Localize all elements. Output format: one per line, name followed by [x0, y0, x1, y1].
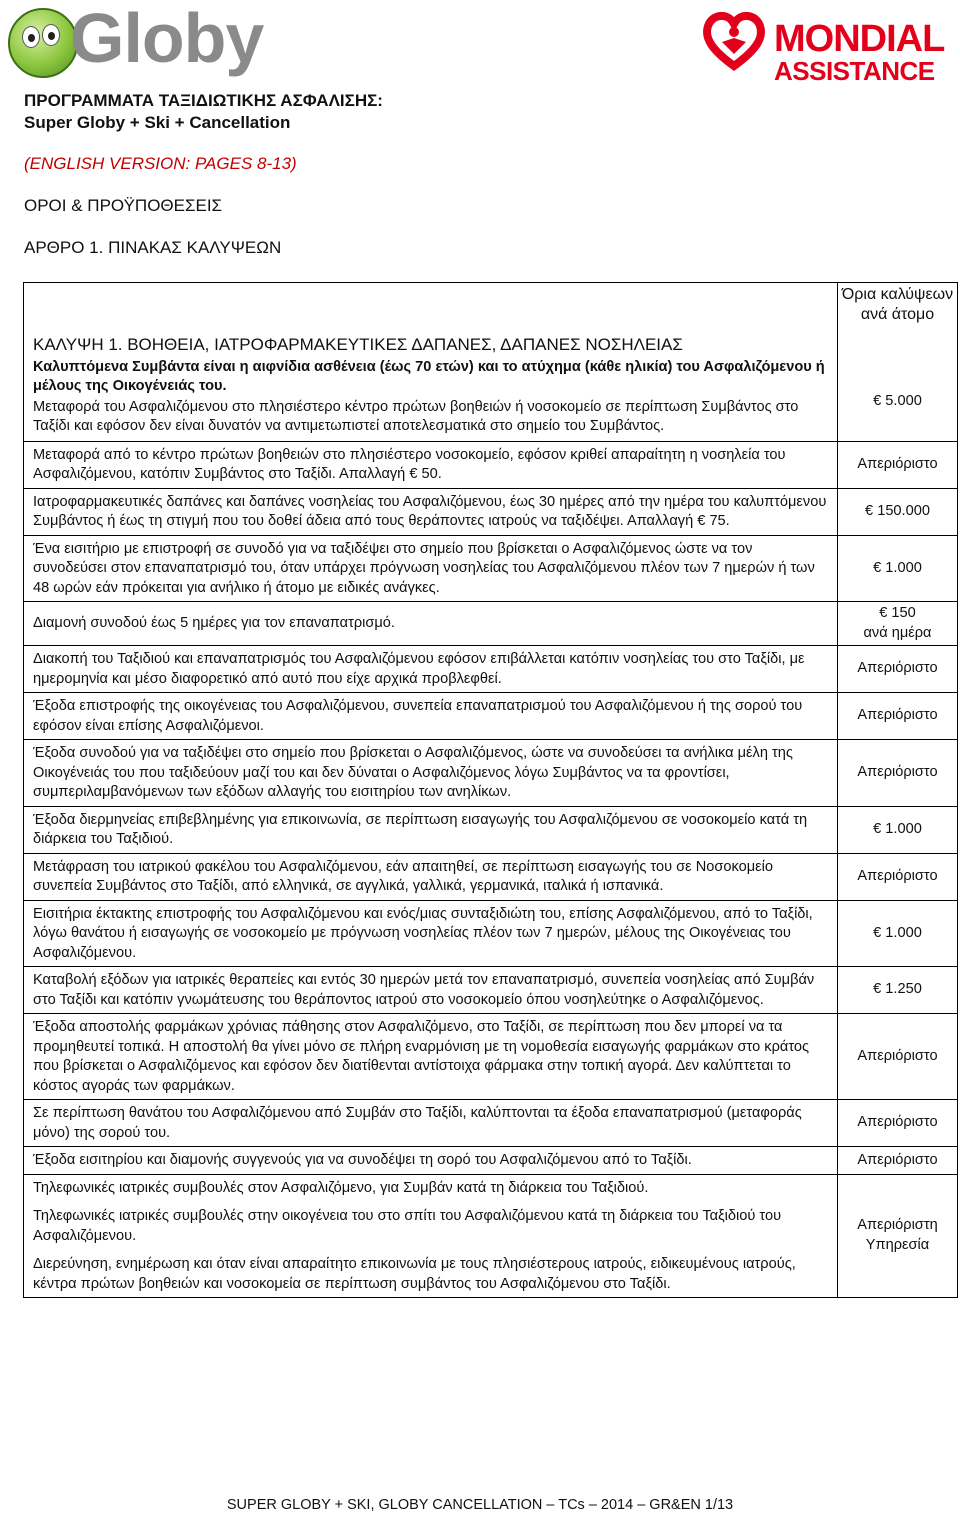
- row-group-cell: [24, 1174, 838, 1298]
- table-row: [24, 853, 958, 900]
- row-text: Διαμονή συνοδού έως 5 ημέρες για τον επαναπατρισμό.: [24, 602, 838, 646]
- table-row: [24, 740, 958, 807]
- table-row: [24, 1100, 958, 1147]
- table-row: [24, 1014, 958, 1100]
- limit-cell: [838, 602, 958, 646]
- limit-header: Όρια καλύψεων ανά άτομο: [841, 286, 954, 323]
- page-footer: SUPER GLOBY + SKI, GLOBY CANCELLATION – TCs – 2014 – GR&EN 1/13: [226, 1497, 734, 1513]
- row-text: Μετάφραση του ιατρικού φακέλου του Ασφαλιζόμενου, εάν απαιτηθεί, σε περίπτωση εισαγωγής του σε Νοσοκομείο συνεπεία Συμβάντος στο Ταξίδι, από ελληνικά, σε αγγλικά, γαλλικά, γερμανικά, ιταλικά ή ισπανικά.: [24, 853, 838, 900]
- table-row: [24, 535, 958, 602]
- limit-value: Απεριόριστο: [838, 853, 958, 900]
- globy-logo-text: Globy: [70, 0, 264, 77]
- table-row: [24, 602, 958, 646]
- table-row: [24, 441, 958, 488]
- table-row: [24, 967, 958, 1014]
- limit-value: Απεριόριστο: [838, 646, 958, 693]
- table-row: [24, 1174, 958, 1298]
- table-row: [24, 283, 958, 442]
- globy-mascot-icon: [8, 8, 78, 78]
- row-text: Έξοδα επιστροφής της οικογένειας του Ασφαλιζόμενου, συνεπεία επαναπατρισμού του Ασφαλιζόμενου ή της σορού του εφόσον είναι επίσης Ασφαλιζόμενοι.: [24, 693, 838, 740]
- mondial-logo-text: MONDIAL: [774, 18, 945, 60]
- table-row: [24, 646, 958, 693]
- row-text: Καταβολή εξόδων για ιατρικές θεραπείες και εντός 30 ημερών μετά τον επαναπατρισμό, συνεπεία νοσηλείας από Συμβάν στο Ταξίδι και κατόπιν γνωμάτευσης του θεράποντος ιατρού στο νοσοκομείο όπου νοσηλεύτηκε ο Ασφαλιζόμενος.: [24, 967, 838, 1014]
- limit-value: € 150.000: [838, 488, 958, 535]
- row-text: Τηλεφωνικές ιατρικές συμβουλές στον Ασφαλιζόμενο, για Συμβάν κατά τη διάρκεια του Ταξιδιού.: [33, 1179, 649, 1196]
- doc-title-line2: Super Globy + Ski + Cancellation: [24, 113, 291, 132]
- coverage-table: [23, 282, 958, 1298]
- limit-value: Απεριόριστο: [838, 441, 958, 488]
- limit-unit: ανά ημέρα: [863, 624, 932, 641]
- limit-value: € 1.000: [838, 535, 958, 602]
- table-row: [24, 693, 958, 740]
- limit-value: Απεριόριστο: [838, 693, 958, 740]
- limit-cell: [838, 283, 958, 442]
- coverage-title: ΚΑΛΥΨΗ 1. ΒΟΗΘΕΙΑ, ΙΑΤΡΟΦΑΡΜΑΚΕΥΤΙΚΕΣ ΔΑΠΑΝΕΣ, ΔΑΠΑΝΕΣ ΝΟΣΗΛΕΙΑΣ: [33, 335, 683, 354]
- row-text: Διακοπή του Ταξιδιού και επαναπατρισμός του Ασφαλιζόμενου εφόσον επιβάλλεται κατόπιν νοσηλείας του στο Ταξίδι, με ημερομηνία και μέσο διαφορετικό από αυτό που είχε αρχικά προβλεφθεί.: [24, 646, 838, 693]
- row-text: Έξοδα εισιτηρίου και διαμονής συγγενούς για να συνοδέψει τη σορό του Ασφαλιζόμενου από το Ταξίδι.: [24, 1147, 838, 1175]
- limit-value: Απεριόριστο: [838, 740, 958, 807]
- limit-value: € 5.000: [873, 393, 922, 409]
- globy-logo: [8, 0, 268, 82]
- limit-value: € 1.000: [838, 806, 958, 853]
- limit-value: Απεριόριστο: [838, 1014, 958, 1100]
- row-text: Σε περίπτωση θανάτου του Ασφαλιζόμενου από Συμβάν στο Ταξίδι, καλύπτονται τα έξοδα επαναπατρισμού (μεταφοράς μόνο) της σορού του.: [24, 1100, 838, 1147]
- row-text: Μεταφορά από το κέντρο πρώτων βοηθειών στο πλησιέστερο νοσοκομείο, εφόσον κριθεί απαραίτητη η νοσηλεία του Ασφαλιζόμενου, κατόπιν Συμβάντος στο Ταξίδι. Απαλλαγή € 50.: [24, 441, 838, 488]
- table-row: [24, 488, 958, 535]
- limit-value: € 150: [879, 605, 916, 621]
- row-text: Εισιτήρια έκτακτης επιστροφής του Ασφαλιζόμενου και ενός/μιας συνταξιδιώτη του, επίσης Ασφαλιζόμενου, από το Ταξίδι, λόγω θανάτου ή εισαγωγής σε νοσοκομείο με πρόγνωση νοσηλείας πλέον των 7 ημερών, μέλους της Οικογένειας του Ασφαλιζόμενου.: [24, 900, 838, 967]
- row-text: Έξοδα διερμηνείας επιβεβλημένης για επικοινωνία, σε περίπτωση εισαγωγής του Ασφαλιζόμενου σε νοσοκομείο κατά τη διάρκεια του Ταξιδιού.: [24, 806, 838, 853]
- limit-value: Απεριόριστο: [838, 1147, 958, 1175]
- row-text: Έξοδα συνοδού για να ταξιδέψει στο σημείο που βρίσκεται ο Ασφαλιζόμενος, ώστε να συνοδεύσει τα ανήλικα μέλη της Οικογένειάς του που ταξιδεύουν μαζί του και δεν δύναται ο Ασφαλιζόμενος λόγω Συμβάντος να τα φροντίσει, συμπεριλαμβανόμενων των εξόδων αλλαγής του εισιτηρίου των ανηλίκων.: [24, 740, 838, 807]
- coverage-header-cell: [24, 283, 838, 442]
- limit-cell: [838, 1174, 958, 1298]
- table-row: [24, 806, 958, 853]
- limit-value: Απεριόριστη: [857, 1217, 938, 1234]
- row-text: Διερεύνηση, ενημέρωση και όταν είναι απαραίτητο επικοινωνία με τους πλησιέστερους ιατρούς, ειδικευμένους ιατρούς, κέντρα πρώτων βοηθειών και νοσοκομεία σε περίπτωση συμβάντος του Ασφαλιζόμενου στο Ταξίδι.: [33, 1256, 796, 1292]
- article-heading: ΑΡΘΡΟ 1. ΠΙΝΑΚΑΣ ΚΑΛΥΨΕΩΝ: [24, 238, 282, 257]
- row-text: Τηλεφωνικές ιατρικές συμβουλές στην οικογένεια του στο σπίτι του Ασφαλιζόμενου κατά τη διάρκεια του Ταξιδιού του Ασφαλιζόμενου.: [33, 1208, 782, 1244]
- limit-unit: Υπηρεσία: [865, 1236, 930, 1253]
- english-version-note: (ENGLISH VERSION: PAGES 8-13): [24, 154, 297, 173]
- row-text: Ένα εισιτήριο με επιστροφή σε συνοδό για να ταξιδέψει στο σημείο που βρίσκεται ο Ασφαλιζόμενος ώστε να τον συνοδεύσει στον επαναπατρισμό του, όταν υπάρχει πρόγνωση νοσηλείας του Ασφαλιζόμενου πλέον των 7 ημερών ή των 48 ωρών εάν πρόκειται για ανήλικο ή άτομο με ειδικές ανάγκες.: [24, 535, 838, 602]
- mondial-heart-icon: [702, 8, 766, 72]
- terms-heading: ΟΡΟΙ & ΠΡΟΫΠΟΘΕΣΕΙΣ: [24, 196, 223, 215]
- doc-title-line1: ΠΡΟΓΡΑΜΜΑΤΑ ΤΑΞΙΔΙΩΤΙΚΗΣ ΑΣΦΑΛΙΣΗΣ:: [24, 91, 383, 110]
- row-text: Ιατροφαρμακευτικές δαπάνες και δαπάνες νοσηλείας του Ασφαλιζόμενου, έως 30 ημέρες από την ημέρα του καλυπτόμενου Συμβάντος ή έως τη στιγμή που του δοθεί άδεια από τους θεράποντες ιατρούς να ταξιδέψει. Απαλλαγή € 75.: [24, 488, 838, 535]
- assistance-logo-text: ASSISTANCE: [774, 56, 935, 86]
- mondial-assistance-logo: [702, 6, 958, 86]
- limit-value: € 1.000: [838, 900, 958, 967]
- limit-value: Απεριόριστο: [838, 1100, 958, 1147]
- row-text: Μεταφορά του Ασφαλιζόμενου στο πλησιέστερο κέντρο πρώτων βοηθειών ή νοσοκομείο σε περίπτωση Συμβάντος στο Ταξίδι και εφόσον δεν είναι δυνατόν να αντιμετωπιστεί αποτελεσματικά στο σημείο του Συμβάντος.: [33, 398, 799, 434]
- limit-value: € 1.250: [838, 967, 958, 1014]
- row-text: Έξοδα αποστολής φαρμάκων χρόνιας πάθησης στον Ασφαλιζόμενο, στο Ταξίδι, σε περίπτωση που δεν μπορεί να τα προμηθευτεί τοπικά. Η αποστολή θα γίνει μόνο σε πλήρη εναρμόνιση με τη νομοθεσία εισαγωγής φαρμάκων στο κράτος που βρίσκεται ο Ασφαλιζόμενος και εφόσον δεν διατίθενται αντίστοιχα φάρμακα στην τοπική αγορά. Δεν καλύπτεται το κόστος αγοράς των φαρμάκων.: [24, 1014, 838, 1100]
- coverage-subtitle: Καλυπτόμενα Συμβάντα είναι η αιφνίδια ασθένεια (έως 70 ετών) και το ατύχημα (κάθε ηλικία) του Ασφαλιζόμενου ή μέλους της Οικογένειάς του.: [33, 358, 825, 394]
- table-row: [24, 1147, 958, 1175]
- table-row: [24, 900, 958, 967]
